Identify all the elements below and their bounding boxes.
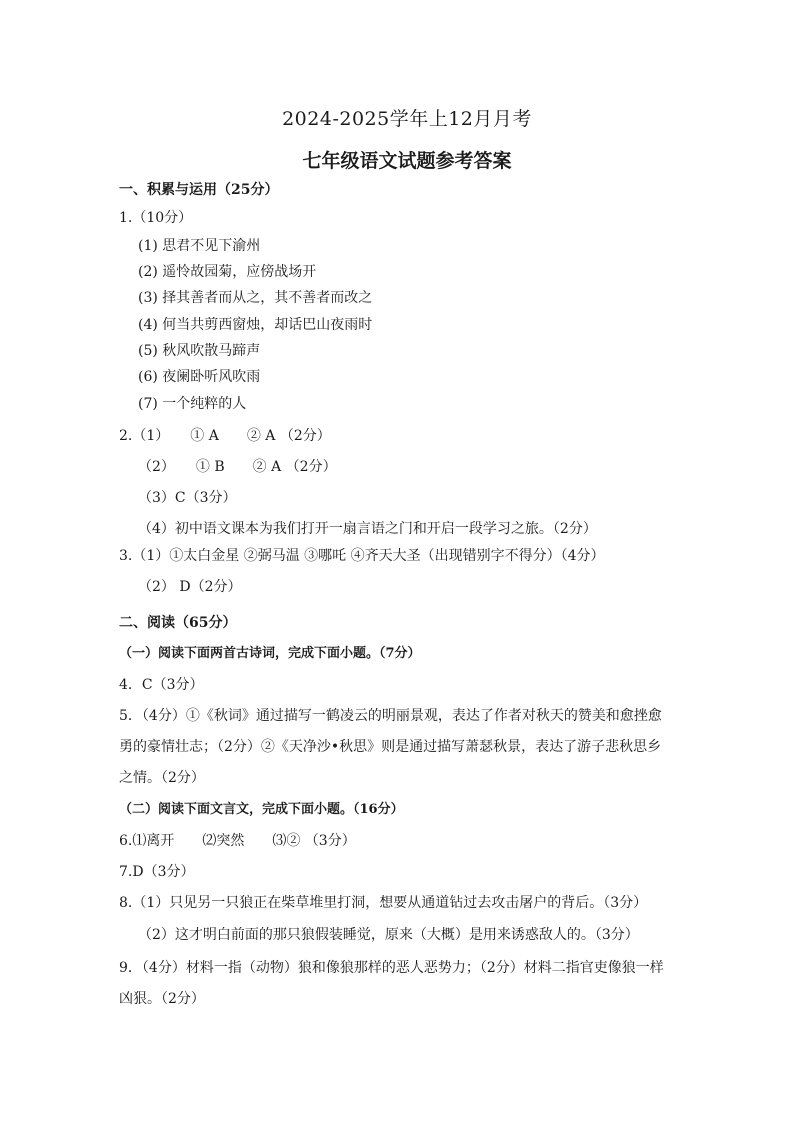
- q9-line-1: 9．（4分）材料一指（动物）狼和像狼那样的恶人恶势力；（2分）材料二指官吏像狼一样: [119, 960, 664, 976]
- part1-heading: （一）阅读下面两首古诗词，完成下面小题。（7分）: [119, 646, 421, 661]
- q9-line-2: 凶狠。（2分）: [119, 991, 205, 1007]
- q4-line: 4．C（3分）: [119, 677, 204, 693]
- section2-heading: 二、阅读（65分）: [119, 615, 237, 631]
- q1-item-5: (5) 秋风吹散马蹄声: [138, 343, 261, 359]
- q2-line-4: （4）初中语文课本为我们打开一扇言语之门和开启一段学习之旅。（2分）: [138, 521, 597, 537]
- section1-heading: 一、积累与运用（25分）: [119, 182, 279, 198]
- q3-line-1: 3.（1）①太白金星 ②弼马温 ③哪吒 ④齐天大圣（出现错别字不得分）（4分）: [119, 548, 605, 564]
- q5-line-1: 5．（4分）①《秋词》通过描写一鹤凌云的明丽景观，表达了作者对秋天的赞美和愈挫愈: [119, 708, 662, 724]
- q1-item-7: (7) 一个纯粹的人: [138, 396, 247, 412]
- q2-line-2: （2） ① B ② A （2分）: [138, 459, 337, 475]
- exam-subtitle: 七年级语文试题参考答案: [302, 150, 512, 172]
- q1-item-6: (6) 夜阑卧听风吹雨: [138, 369, 261, 385]
- q1-item-4: (4) 何当共剪西窗烛，却话巴山夜雨时: [138, 317, 373, 333]
- exam-title: 2024-2025学年上12月月考: [282, 108, 532, 130]
- q6-line: 6.⑴离开 ⑵突然 ⑶② （3分）: [119, 833, 356, 849]
- q1-item-3: (3) 择其善者而从之，其不善者而改之: [138, 290, 373, 306]
- q8-line-1: 8.（1）只见另一只狼正在柴草堆里打洞，想要从通道钻过去攻击屠户的背后。（3分）: [119, 895, 648, 911]
- q1-item-2: (2) 遥怜故园菊，应傍战场开: [138, 264, 317, 280]
- q7-line: 7.D（3分）: [119, 864, 195, 880]
- q2-line-1: 2.（1） ① A ② A （2分）: [119, 428, 331, 444]
- q2-line-3: （3）C（3分）: [138, 490, 237, 506]
- part2-heading: （二）阅读下面文言文，完成下面小题。（16分）: [119, 802, 404, 817]
- q5-line-2: 勇的豪情壮志；（2分）②《天净沙•秋思》则是通过描写萧瑟秋景，表达了游子悲秋思乡: [119, 739, 662, 755]
- q5-line-3: 之情。（2分）: [119, 770, 205, 786]
- q1-item-1: (1) 思君不见下渝州: [138, 238, 261, 254]
- q1-label: 1.（10分）: [119, 210, 193, 226]
- q3-line-2: （2） D（2分）: [138, 579, 242, 595]
- q8-line-2: （2）这才明白前面的那只狼假装睡觉，原来（大概）是用来诱惑敌人的。（3分）: [138, 927, 639, 943]
